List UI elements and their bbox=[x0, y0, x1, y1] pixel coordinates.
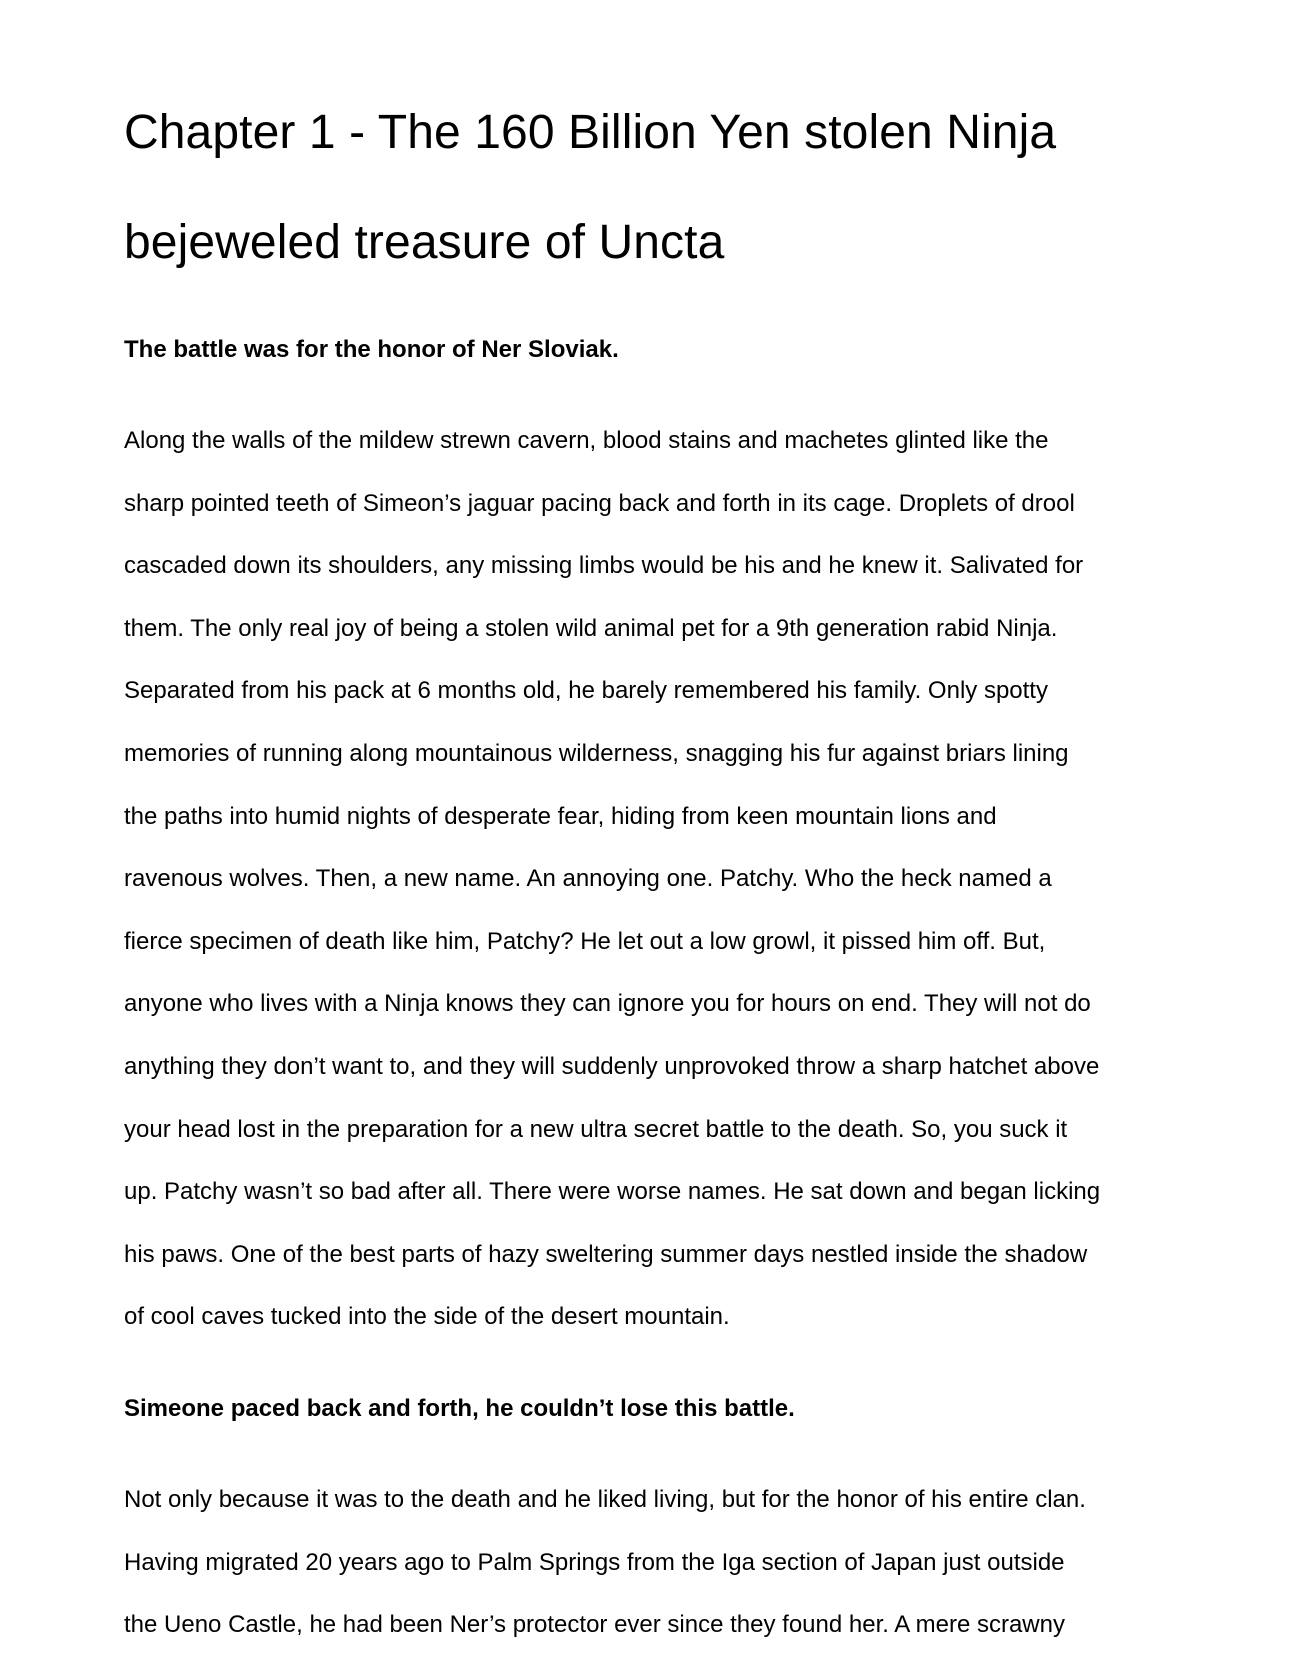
paragraph-line: up. Patchy wasn’t so bad after all. There were worse names. He sat down and began licking bbox=[124, 1178, 1101, 1206]
body-paragraph bbox=[124, 1469, 1244, 1657]
paragraph-line: cascaded down its shoulders, any missing limbs would be his and he knew it. Salivated for bbox=[124, 552, 1084, 580]
paragraph-line: Along the walls of the mildew strewn cavern, blood stains and machetes glinted like the bbox=[124, 427, 1049, 454]
chapter-title-line: Chapter 1 - The 160 Billion Yen stolen Ninja bbox=[124, 106, 1057, 159]
paragraph-line: Having migrated 20 years ago to Palm Springs from the Iga section of Japan just outside bbox=[124, 1548, 1065, 1576]
paragraph-line: Separated from his pack at 6 months old, he barely remembered his family. Only spotty bbox=[124, 677, 1048, 705]
paragraph-line: his paws. One of the best parts of hazy sweltering summer days nestled inside the shadow bbox=[124, 1240, 1088, 1268]
section-heading: The battle was for the honor of Ner Sloviak. bbox=[124, 336, 619, 363]
paragraph-line: your head lost in the preparation for a new ultra secret battle to the death. So, you suck it bbox=[124, 1115, 1068, 1143]
body-paragraph bbox=[124, 410, 1244, 1349]
paragraph-line: anyone who lives with a Ninja knows they can ignore you for hours on end. They will not do bbox=[124, 990, 1091, 1018]
paragraph-line: ravenous wolves. Then, a new name. An annoying one. Patchy. Who the heck named a bbox=[124, 865, 1052, 893]
paragraph-line: sharp pointed teeth of Simeon’s jaguar pacing back and forth in its cage. Droplets of drool bbox=[124, 489, 1075, 517]
paragraph-line: of cool caves tucked into the side of the desert mountain. bbox=[124, 1303, 730, 1331]
paragraph-line: them. The only real joy of being a stolen wild animal pet for a 9th generation rabid Ninja. bbox=[124, 614, 1058, 642]
paragraph-line: fierce specimen of death like him, Patchy? He let out a low growl, it pissed him off. But, bbox=[124, 927, 1046, 955]
document-content bbox=[124, 78, 1244, 1657]
paragraph-line: anything they don’t want to, and they will suddenly unprovoked throw a sharp hatchet above bbox=[124, 1052, 1100, 1080]
paragraph-line: memories of running along mountainous wilderness, snagging his fur against briars lining bbox=[124, 739, 1069, 767]
paragraph-line: Not only because it was to the death and he liked living, but for the honor of his entire clan. bbox=[124, 1485, 1086, 1513]
chapter-title bbox=[124, 78, 1244, 298]
paragraph-line: the Ueno Castle, he had been Ner’s protector ever since they found her. A mere scrawny bbox=[124, 1611, 1065, 1639]
paragraph-line: the paths into humid nights of desperate fear, hiding from keen mountain lions and bbox=[124, 802, 997, 830]
section-heading: Simeone paced back and forth, he couldn’t lose this battle. bbox=[124, 1394, 795, 1422]
chapter-title-line: bejeweled treasure of Uncta bbox=[124, 216, 725, 269]
